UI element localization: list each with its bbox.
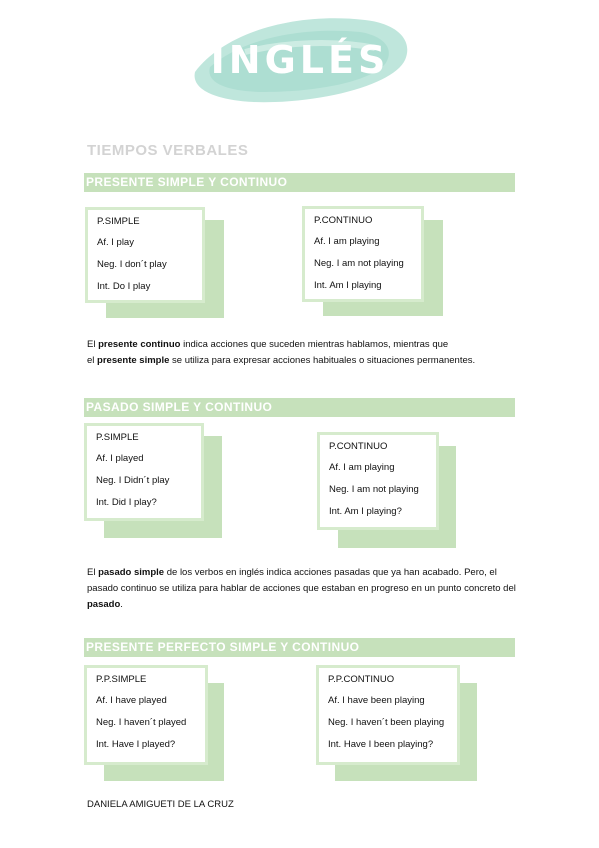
card-line-negative: Neg. I haven´t been playing	[328, 717, 445, 728]
card-line-affirmative: Af. I have played	[96, 695, 167, 706]
author-footer: DANIELA AMIGUETI DE LA CRUZ	[87, 799, 234, 810]
paragraph-text: indica acciones que suceden mientras hablamos, mientras que	[180, 339, 449, 350]
card-line-affirmative: Af. I played	[96, 453, 144, 464]
card-title: P.CONTINUO	[329, 441, 388, 452]
card-line-interrogative: Int. Am I playing	[314, 280, 382, 291]
paragraph-text: .	[120, 599, 123, 610]
paragraph-bold: pasado simple	[98, 567, 165, 578]
header-banner	[185, 12, 415, 108]
card-pasado-continuo	[317, 432, 439, 530]
card-title: P.CONTINUO	[314, 215, 373, 226]
card-line-interrogative: Int. Have I played?	[96, 739, 176, 750]
paragraph-presente	[87, 337, 517, 369]
paragraph-text: se utiliza para expresar acciones habituales o situaciones permanentes.	[169, 355, 476, 366]
card-title: P.SIMPLE	[97, 216, 140, 227]
card-line-interrogative: Int. Am I playing?	[329, 506, 402, 517]
card-line-negative: Neg. I Didn´t play	[96, 475, 170, 486]
card-line-interrogative: Int. Did I play?	[96, 497, 157, 508]
section-band-presente: PRESENTE SIMPLE Y CONTINUO	[84, 173, 515, 192]
paragraph-bold: pasado	[87, 599, 121, 610]
paragraph-text: de los verbos en inglés indica acciones pasadas que ya han acabado. Pero, el pasado continuo se utiliza para hablar de acciones que estaban en progreso en un punto concreto del	[87, 567, 516, 594]
card-line-affirmative: Af. I play	[97, 237, 134, 248]
paragraph-bold: presente simple	[97, 355, 170, 366]
paragraph-pasado	[87, 565, 517, 613]
card-line-negative: Neg. I haven´t played	[96, 717, 187, 728]
card-line-interrogative: Int. Have I been playing?	[328, 739, 434, 750]
card-title: P.SIMPLE	[96, 432, 139, 443]
card-presente-continuo	[302, 206, 424, 302]
section-heading: TIEMPOS VERBALES	[87, 142, 249, 159]
section-band-pasado: PASADO SIMPLE Y CONTINUO	[84, 398, 515, 417]
card-pasado-simple	[84, 423, 204, 521]
card-presente-perfecto-continuo	[316, 665, 460, 765]
card-line-affirmative: Af. I have been playing	[328, 695, 425, 706]
paragraph-text: El	[87, 339, 99, 350]
page-title: INGLÉS	[210, 38, 390, 82]
paragraph-text: El	[87, 567, 99, 578]
card-presente-simple	[85, 207, 205, 303]
card-line-negative: Neg. I am not playing	[329, 484, 419, 495]
section-band-presente-perfecto: PRESENTE PERFECTO SIMPLE Y CONTINUO	[84, 638, 515, 657]
card-line-negative: Neg. I don´t play	[97, 259, 167, 270]
card-presente-perfecto-simple	[84, 665, 208, 765]
card-line-interrogative: Int. Do I play	[97, 281, 151, 292]
card-title: P.P.SIMPLE	[96, 674, 147, 685]
card-line-affirmative: Af. I am playing	[329, 462, 395, 473]
paragraph-bold: presente continuo	[98, 339, 181, 350]
card-title: P.P.CONTINUO	[328, 674, 395, 685]
card-line-negative: Neg. I am not playing	[314, 258, 404, 269]
paragraph-text: el	[87, 355, 98, 366]
card-line-affirmative: Af. I am playing	[314, 236, 380, 247]
